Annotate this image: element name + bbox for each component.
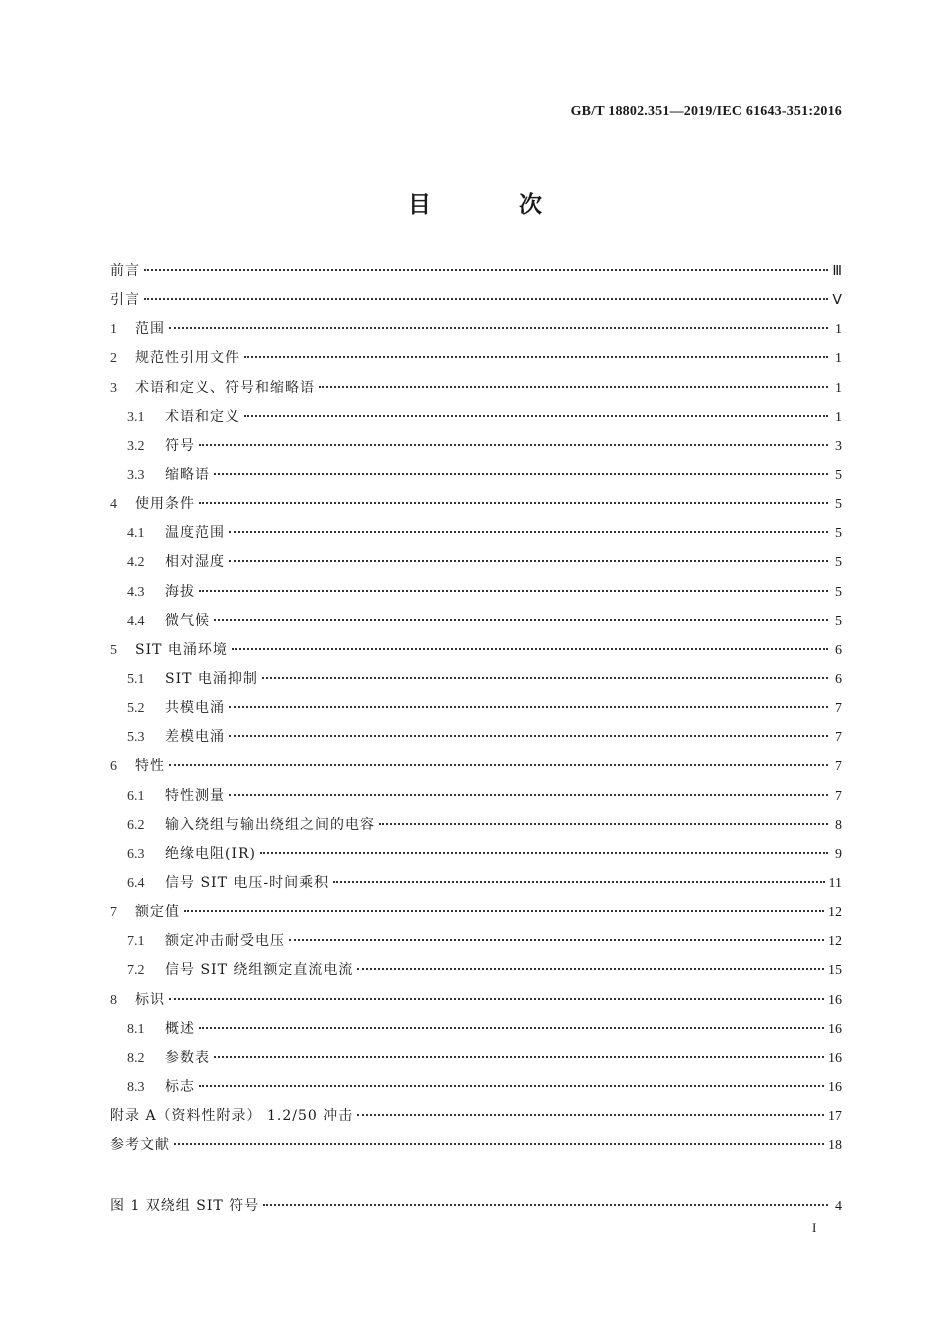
toc-entry-label: 术语和定义 [165,408,240,425]
toc-entry-number: 6.1 [127,788,145,804]
toc-entry-number: 6.4 [127,875,145,891]
toc-entry-page: 7 [835,788,842,804]
dot-leader [199,444,828,446]
toc-entry-number: 8.1 [127,1021,145,1037]
toc-entry[interactable] [110,697,842,726]
dot-leader [244,356,828,358]
dot-leader [229,706,828,708]
toc-entry-label: SIT 电涌抑制 [165,670,258,687]
toc-entry-label: 规范性引用文件 [135,350,240,367]
toc-entry[interactable] [110,318,842,347]
dot-leader [214,1056,824,1058]
toc-entry-label: 信号 SIT 绕组额定直流电流 [165,962,354,979]
toc-entry-page: 16 [828,1079,842,1095]
toc-entry[interactable] [110,989,842,1018]
toc-entry-number: 7 [110,905,117,921]
toc-entry[interactable] [110,1018,842,1047]
toc-entry[interactable] [110,464,842,493]
toc-entry[interactable] [110,843,842,872]
toc-entry[interactable] [110,901,842,930]
dot-leader [357,1114,824,1116]
toc-entry-number: 7.1 [127,934,145,950]
toc-entry-label: 参数表 [165,1049,210,1066]
dot-leader [229,735,828,737]
toc-entry-label: 前言 [110,263,140,279]
toc-entry[interactable] [110,551,842,580]
dot-leader [229,531,828,533]
figure-list [110,1195,842,1224]
dot-leader [232,648,828,650]
toc-entry-label: 共模电涌 [165,700,225,717]
toc-entry-number: 4.1 [127,526,145,542]
dot-leader [289,939,824,941]
toc-entry-label: 引言 [110,292,140,309]
toc-entry-page: 7 [835,701,842,717]
figure-entry[interactable] [110,1195,842,1224]
toc-entry-number: 5.3 [127,730,145,746]
toc-entry[interactable] [110,260,842,289]
dot-leader [199,1027,824,1029]
toc-entry-label: 温度范围 [165,525,225,542]
dot-leader [229,794,828,796]
toc-entry-label: 额定冲击耐受电压 [165,933,285,950]
dot-leader [199,1085,824,1087]
toc-entry-number: 8 [110,992,117,1008]
page-number: I [812,1220,817,1235]
toc-entry[interactable] [110,785,842,814]
toc-entry[interactable] [110,1047,842,1076]
toc-entry[interactable] [110,493,842,522]
dot-leader [319,386,828,388]
toc-entry[interactable] [110,1134,842,1163]
dot-leader [244,415,828,417]
toc-entry-number: 7.2 [127,963,145,979]
toc-entry-number: 8.2 [127,1050,145,1066]
toc-entry-page: 9 [835,846,842,862]
toc-entry-label: 输入绕组与输出绕组之间的电容 [165,816,375,833]
toc-entry-page: Ⅲ [832,264,842,279]
toc-entry-number: 3.1 [127,409,145,425]
toc-entry-page: 5 [835,497,842,513]
toc-entry[interactable] [110,814,842,843]
page-title: 目 次 [407,192,582,218]
dot-leader [263,1204,828,1206]
toc-entry-page: 15 [828,963,842,979]
dot-leader [144,269,828,271]
toc-entry-label: 标识 [135,991,165,1008]
toc-entry-page: 18 [828,1138,842,1154]
toc-entry-number: 3.2 [127,438,145,454]
toc-entry[interactable] [110,930,842,959]
toc-entry-number: 4.2 [127,555,145,571]
toc-entry-label: 缩略语 [165,466,210,483]
toc-entry[interactable] [110,1105,842,1134]
toc-entry[interactable] [110,522,842,551]
toc-entry[interactable] [110,1076,842,1105]
toc-entry-number: 8.3 [127,1079,145,1095]
dot-leader [229,560,828,562]
toc-entry[interactable] [110,377,842,406]
toc-entry-number: 4 [110,497,117,513]
toc-entry-page: 7 [835,759,842,775]
toc-entry-page: 8 [835,817,842,833]
toc-entry-page: 3 [835,438,842,454]
toc-entry-label: 附录 A（资料性附录） 1.2/50 冲击 [110,1108,354,1125]
toc-entry-page: 1 [835,380,842,396]
toc-entry-number: 5 [110,642,117,658]
toc-entry-page: 12 [828,934,842,950]
toc-entry-label: 参考文献 [110,1137,170,1154]
toc-entry-page: 5 [835,613,842,629]
toc-entry[interactable] [110,726,842,755]
toc-entry-number: 1 [110,322,117,338]
dot-leader [357,968,824,970]
toc-entry-page: 4 [835,1199,842,1214]
dot-leader [169,998,824,1000]
toc-entry[interactable] [110,406,842,435]
dot-leader [333,881,824,883]
toc-entry-label: 术语和定义、符号和缩略语 [135,379,315,396]
dot-leader [260,852,828,854]
toc-entry-label: 海拔 [165,583,195,600]
toc-entry-label: 标志 [165,1078,195,1095]
toc-entry-number: 3.3 [127,467,145,483]
dot-leader [174,1143,824,1145]
toc-entry[interactable] [110,581,842,610]
toc-entry-label: 额定值 [135,904,180,921]
toc-entry-page: 17 [828,1109,842,1125]
toc-entry[interactable] [110,639,842,668]
toc-entry[interactable] [110,872,842,901]
toc-entry-label: 相对湿度 [165,554,225,571]
toc-entry-label: 绝缘电阻(IR) [165,845,256,862]
toc-entry-label: 差模电涌 [165,729,225,746]
toc-entry[interactable] [110,347,842,376]
toc-entry-number: 6.2 [127,817,145,833]
toc-entry-page: 11 [828,875,842,891]
dot-leader [214,473,828,475]
toc-entry-number: 6.3 [127,846,145,862]
toc-entry-label: 信号 SIT 电压-时间乘积 [165,874,330,891]
toc-entry-label: 图 1 双绕组 SIT 符号 [110,1198,260,1214]
dot-leader [199,502,828,504]
toc-entry-number: 5.1 [127,671,145,687]
toc-entry-page: 5 [835,526,842,542]
toc-entry-number: 2 [110,351,117,367]
dot-leader [169,764,828,766]
toc-entry-page: 5 [835,555,842,571]
toc-entry-label: 微气候 [165,612,210,629]
dot-leader [184,910,824,912]
toc-entry-label: 符号 [165,437,195,454]
toc-entry-page: 5 [835,584,842,600]
toc-entry-label: 概述 [165,1020,195,1037]
toc-entry[interactable] [110,289,842,318]
toc-entry-number: 3 [110,380,117,396]
toc-entry-number: 4.3 [127,584,145,600]
toc-entry[interactable] [110,755,842,784]
toc-entry-page: 1 [835,322,842,338]
toc-entry-page: 5 [835,467,842,483]
toc-entry-number: 6 [110,759,117,775]
table-of-contents [110,260,842,1163]
toc-entry[interactable] [110,435,842,464]
dot-leader [262,677,828,679]
toc-entry-number: 4.4 [127,613,145,629]
toc-entry[interactable] [110,959,842,988]
toc-entry-label: 特性 [135,758,165,775]
toc-entry-number: 5.2 [127,701,145,717]
toc-entry-page: 16 [828,992,842,1008]
toc-entry-page: 12 [828,905,842,921]
toc-entry-page: 6 [835,671,842,687]
toc-entry-page: Ⅴ [832,293,842,309]
standard-number: GB/T 18802.351—2019/IEC 61643-351:2016 [570,104,842,119]
dot-leader [169,327,828,329]
toc-entry-label: 特性测量 [165,787,225,804]
toc-entry-page: 16 [828,1021,842,1037]
toc-entry-page: 16 [828,1050,842,1066]
toc-entry-label: 使用条件 [135,496,195,513]
dot-leader [144,298,828,300]
toc-entry-page: 7 [835,730,842,746]
toc-entry[interactable] [110,610,842,639]
dot-leader [199,590,828,592]
toc-entry-label: SIT 电涌环境 [135,641,228,658]
toc-entry-page: 6 [835,642,842,658]
dot-leader [379,823,828,825]
toc-entry[interactable] [110,668,842,697]
toc-entry-page: 1 [835,351,842,367]
dot-leader [214,619,828,621]
toc-entry-label: 范围 [135,321,165,338]
toc-entry-page: 1 [835,409,842,425]
